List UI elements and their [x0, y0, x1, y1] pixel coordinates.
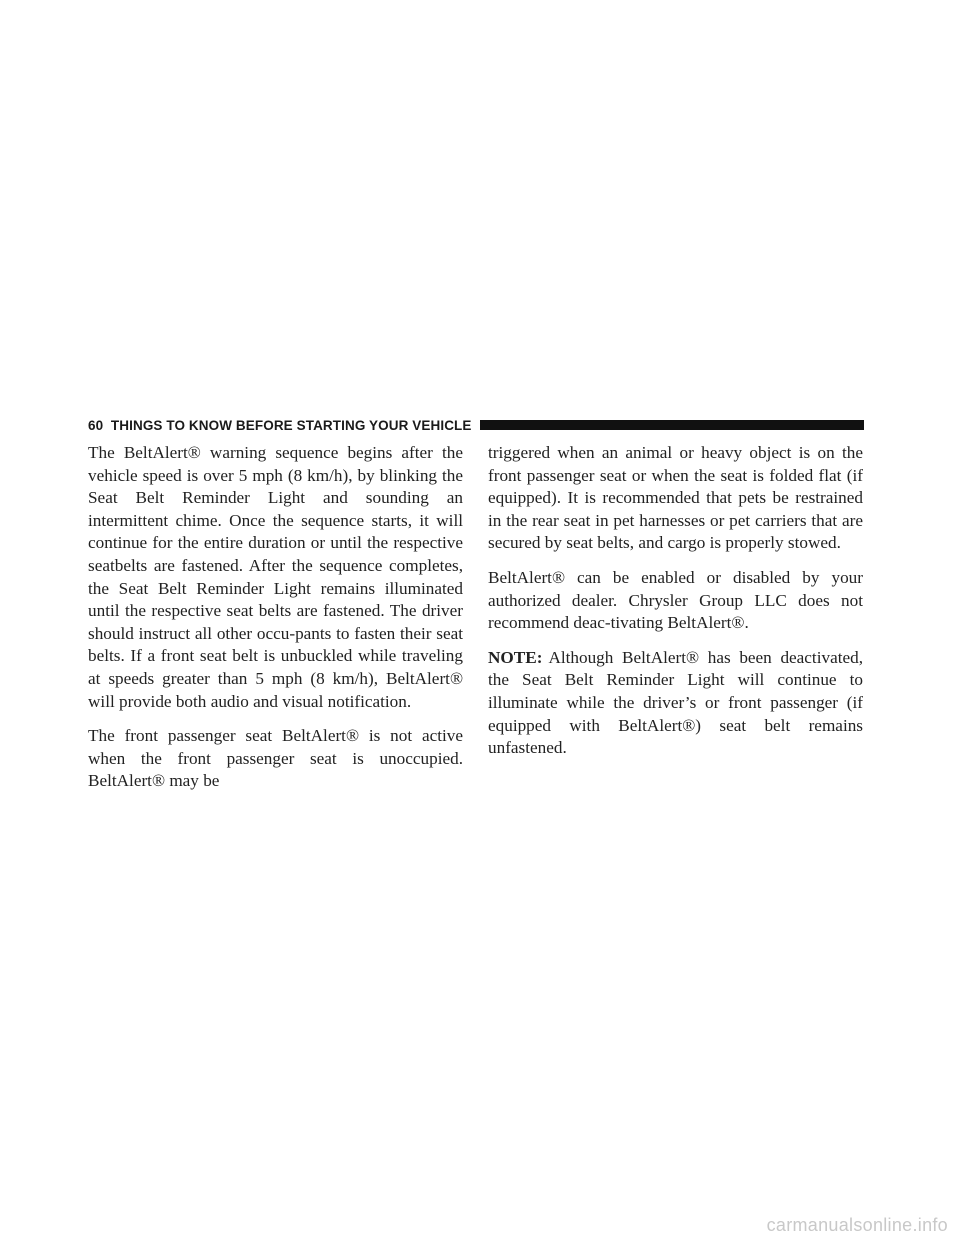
section-title: THINGS TO KNOW BEFORE STARTING YOUR VEHICLE [110, 417, 472, 433]
page-number: 60 [88, 417, 104, 433]
note-paragraph [488, 647, 863, 760]
page-header [88, 416, 864, 434]
paragraph-enable-disable: BeltAlert® can be enabled or disabled by your authorized dealer. Chrysler Group LLC does not recommend deac-tivating BeltAlert®. [488, 567, 863, 633]
left-column [88, 442, 463, 805]
paragraph-beltalert-sequence: The BeltAlert® warning sequence begins after the vehicle speed is over 5 mph (8 km/h), by blinking the Seat Belt Reminder Light and sounding an intermittent chime. Once the sequence starts, it will continue for the entire duration or until the respective seatbelts are fastened. After the sequence completes, the Seat Belt Reminder Light remains illuminated until the respective seat belts are fastened. The driver should instruct all other occu-pants to fasten their seat belts. If a front seat belt is unbuckled while traveling at speeds greater than 5 mph (8 km/h), BeltAlert® will provide both audio and visual notification. [88, 443, 463, 711]
right-column [488, 442, 863, 772]
note-text: Although BeltAlert® has been deactivated, the Seat Belt Reminder Light will continue to illuminate while the driver’s or front passenger (if equipped with BeltAlert®) seat belt remains unfastened. [488, 647, 863, 758]
paragraph-triggered: triggered when an animal or heavy object is on the front passenger seat or when the seat is folded flat (if equipped). It is recommended that pets be restrained in the rear seat in pet harnesses or pet carriers that are secured by seat belts, and cargo is properly stowed. [488, 443, 863, 553]
header-title [88, 418, 480, 433]
note-label: NOTE: [488, 647, 543, 667]
watermark: carmanualsonline.info [766, 1215, 948, 1235]
paragraph-passenger-seat: The front passenger seat BeltAlert® is not active when the front passenger seat is unoccupied. BeltAlert® may be [88, 726, 463, 791]
header-rule [480, 420, 865, 430]
